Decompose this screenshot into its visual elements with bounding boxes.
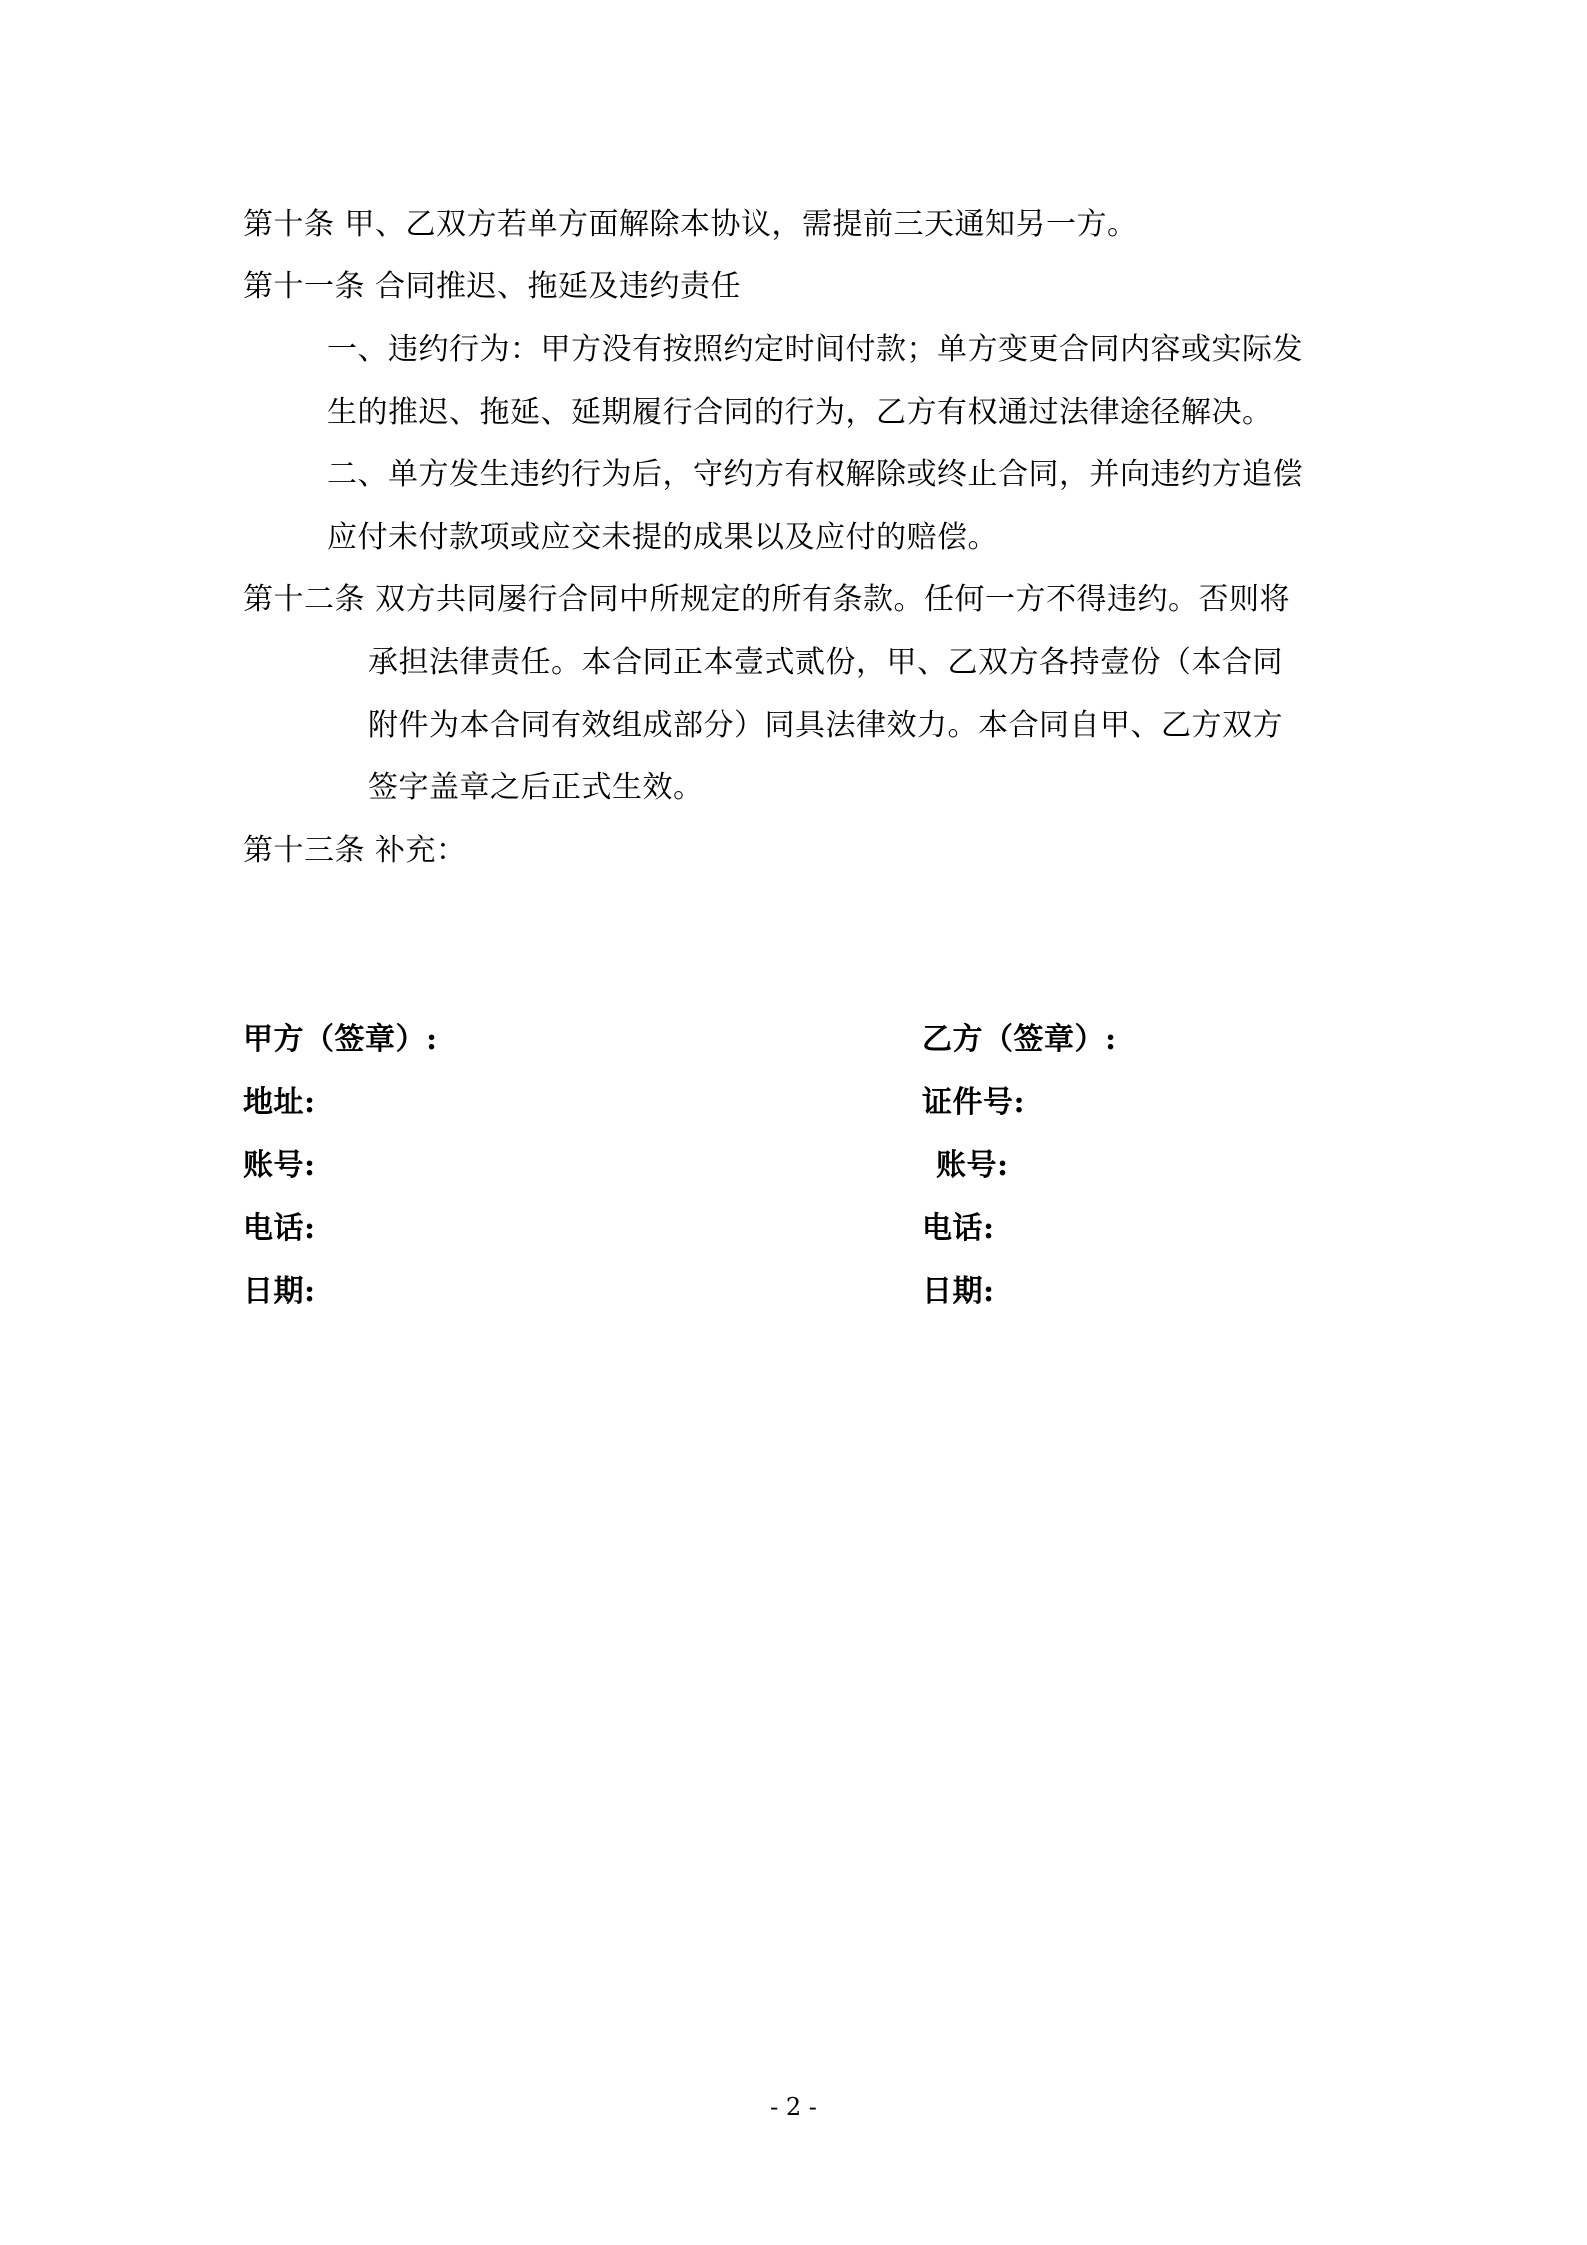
article-10: 第十条 甲、乙双方若单方面解除本协议，需提前三天通知另一方。 (243, 207, 1138, 242)
article-11-item1-line1: 一、违约行为：甲方没有按照约定时间付款；单方变更合同内容或实际发 (327, 332, 1303, 367)
party-b-phone-label: 电话: (922, 1211, 995, 1246)
article-11-title: 第十一条 合同推迟、拖延及违约责任 (243, 269, 742, 304)
article-12-line3: 附件为本合同有效组成部分）同具法律效力。本合同自甲、乙方双方 (368, 708, 1283, 743)
party-a-phone-label: 电话: (243, 1211, 316, 1246)
party-a-seal-label: 甲方（签章）: (243, 1022, 438, 1057)
article-11-item2-line2: 应付未付款项或应交未提的成果以及应付的赔偿。 (327, 520, 998, 555)
article-12-line4: 签字盖章之后正式生效。 (368, 770, 704, 805)
article-11-item2-line1: 二、单方发生违约行为后，守约方有权解除或终止合同，并向违约方追偿 (327, 457, 1303, 492)
party-b-account-label: 账号: (936, 1148, 1009, 1183)
article-12-line2: 承担法律责任。本合同正本壹式贰份，甲、乙双方各持壹份（本合同 (368, 645, 1283, 680)
article-11-item1-line2: 生的推迟、拖延、延期履行合同的行为，乙方有权通过法律途径解决。 (327, 395, 1273, 430)
party-a-date-label: 日期: (243, 1274, 316, 1309)
party-b-seal-label: 乙方（签章）: (922, 1022, 1117, 1057)
party-a-account-label: 账号: (243, 1148, 316, 1183)
page-number: - 2 - (770, 2093, 817, 2121)
article-12-line1: 第十二条 双方共同屡行合同中所规定的所有条款。任何一方不得违约。否则将 (243, 582, 1291, 617)
party-a-address-label: 地址: (243, 1085, 316, 1120)
party-b-date-label: 日期: (922, 1274, 995, 1309)
article-13: 第十三条 补充： (243, 833, 467, 868)
party-b-id-number-label: 证件号: (922, 1085, 1026, 1120)
